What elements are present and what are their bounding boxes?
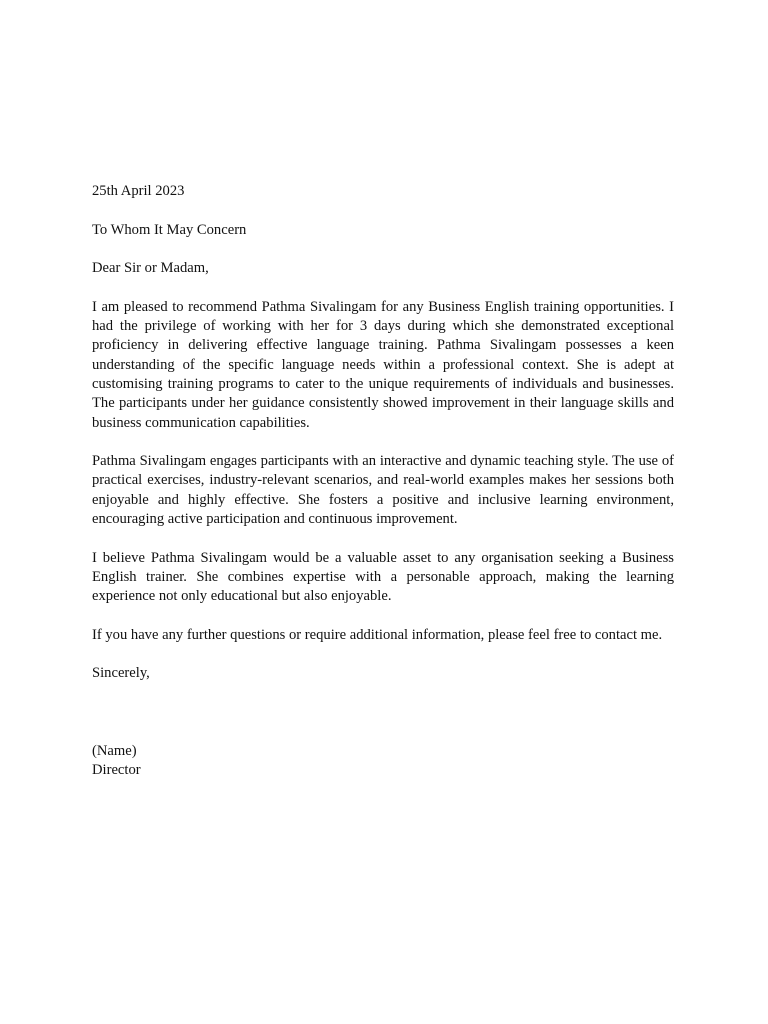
letter-date: 25th April 2023 xyxy=(92,183,185,199)
signer-title: Director xyxy=(92,761,141,778)
letter-paragraph-1: I am pleased to recommend Pathma Sivalingam for any Business English training opportunities. I had the privilege of working with her for 3 days during which she demonstrated exceptional proficiency in delivering effective language training. Pathma Sivalingam possesses a keen understanding of the specific language needs within a professional context. She is adept at customising training programs to cater to the unique requirements of individuals and businesses. The participants under her guidance consistently showed improvement in their language skills and business communication capabilities. xyxy=(92,298,674,431)
letter-closing: Sincerely, xyxy=(92,665,150,682)
letter-body xyxy=(92,182,674,780)
letter-paragraph-3: I believe Pathma Sivalingam would be a valuable asset to any organisation seeking a Business English trainer. She combines expertise with a personable approach, making the learning experience not only educational but also enjoyable. xyxy=(92,549,674,605)
letter-salutation: Dear Sir or Madam, xyxy=(92,260,209,277)
letter-recipient: To Whom It May Concern xyxy=(92,221,247,238)
letter-paragraph-4: If you have any further questions or require additional information, please feel free to contact me. xyxy=(92,626,663,643)
signer-name: (Name) xyxy=(92,742,137,759)
letter-paragraph-2: Pathma Sivalingam engages participants with an interactive and dynamic teaching style. The use of practical exercises, industry-relevant scenarios, and real-world examples makes her sessions both enjoyable and highly effective. She fosters a positive and inclusive learning environment, encouraging active participation and continuous improvement. xyxy=(92,453,674,528)
